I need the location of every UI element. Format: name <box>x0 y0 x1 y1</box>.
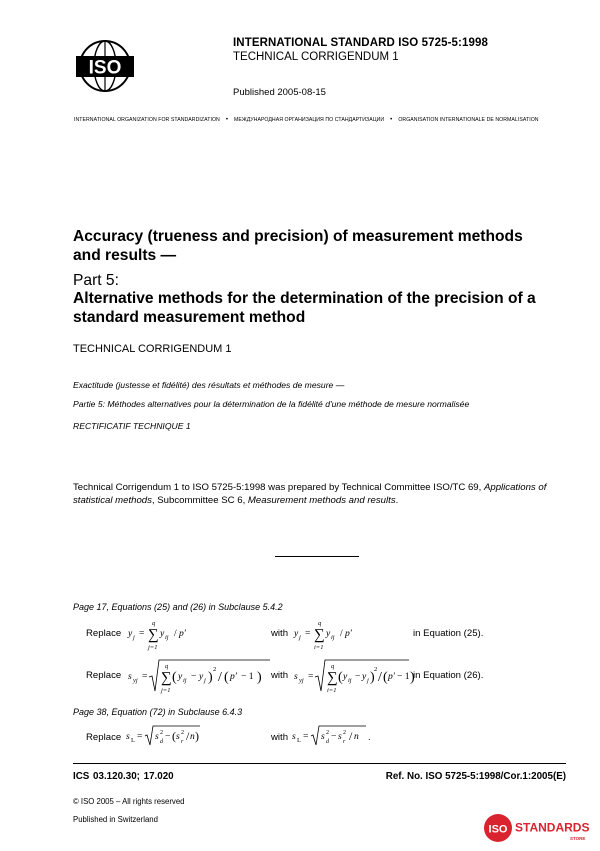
replace-label: Replace <box>86 628 122 639</box>
svg-text:/: / <box>174 628 177 639</box>
svg-text:): ) <box>195 729 199 743</box>
equation-72-suffix: . <box>368 732 371 743</box>
iso-logo <box>74 38 136 94</box>
svg-text:d: d <box>160 739 163 745</box>
svg-text:L: L <box>297 737 301 744</box>
corrigendum-label: TECHNICAL CORRIGENDUM 1 <box>233 51 399 63</box>
equation-26-suffix: in Equation (26). <box>413 670 484 681</box>
svg-text:j: j <box>299 634 301 641</box>
svg-text:y: y <box>343 671 348 682</box>
french-part: Partie 5: Méthodes alternatives pour la détermination de la fidélité d'une méthode de mesure normalisée <box>73 399 470 409</box>
svg-text:/: / <box>218 670 222 685</box>
svg-text:): ) <box>370 670 375 685</box>
svg-text:n: n <box>190 731 195 742</box>
svg-text:2: 2 <box>374 666 378 673</box>
svg-text:/: / <box>378 670 382 685</box>
iso-standards-store-watermark <box>482 812 594 846</box>
svg-text:q: q <box>331 663 335 670</box>
svg-text:i=1: i=1 <box>314 644 324 651</box>
svg-text:2: 2 <box>160 730 163 736</box>
svg-text:ISO: ISO <box>88 57 122 79</box>
section2-heading: Page 38, Equation (72) in Subclause 6.4.3 <box>73 707 243 717</box>
org-english: INTERNATIONAL ORGANIZATION FOR STANDARDIZATION <box>74 117 220 123</box>
equation-26-old <box>124 656 274 696</box>
svg-text:∑: ∑ <box>161 670 172 686</box>
standard-title: INTERNATIONAL STANDARD ISO 5725-5:1998 <box>233 37 488 49</box>
svg-text:s: s <box>294 671 298 682</box>
svg-text:s: s <box>292 731 296 742</box>
svg-text:p′: p′ <box>179 628 186 639</box>
french-corrigendum: RECTIFICATIF TECHNIQUE 1 <box>73 421 191 431</box>
svg-text:=: = <box>139 628 145 639</box>
svg-text:=: = <box>303 731 309 742</box>
svg-text:s: s <box>126 731 130 742</box>
svg-text:y: y <box>128 628 133 639</box>
part-title: Alternative methods for the determination of the precision of a standard measurement method <box>73 290 536 326</box>
equation-72-old <box>124 724 204 748</box>
svg-text:STORE: STORE <box>570 836 586 841</box>
svg-text:(: ( <box>338 670 343 685</box>
svg-text:s: s <box>176 731 180 742</box>
equation-26-new <box>290 656 415 696</box>
svg-text:s: s <box>321 731 325 742</box>
corrigendum-title: TECHNICAL CORRIGENDUM 1 <box>73 343 232 355</box>
svg-text:2: 2 <box>343 730 346 736</box>
svg-text:/: / <box>349 729 353 743</box>
svg-text:q: q <box>318 620 322 627</box>
section-divider <box>275 556 359 557</box>
copyright-notice: © ISO 2005 – All rights reserved <box>73 797 185 806</box>
svg-text:p′: p′ <box>230 671 237 682</box>
organization-line <box>74 117 539 123</box>
svg-text:j: j <box>204 677 206 684</box>
with-label: with <box>271 628 289 639</box>
svg-text:p′: p′ <box>345 628 352 639</box>
svg-text:−: − <box>331 731 337 742</box>
svg-text:−: − <box>355 671 361 682</box>
svg-text:): ) <box>257 670 262 685</box>
svg-text:=: = <box>142 671 148 682</box>
svg-text:s: s <box>128 671 132 682</box>
part-label: Part 5: <box>73 272 119 289</box>
svg-text:y: y <box>294 628 299 639</box>
svg-text:ij: ij <box>183 677 187 684</box>
equation-72-new <box>290 724 370 748</box>
svg-text:y: y <box>178 671 183 682</box>
svg-text:d: d <box>326 739 329 745</box>
svg-text:s: s <box>338 731 342 742</box>
published-in: Published in Switzerland <box>73 815 158 824</box>
french-title: Exactitude (justesse et fidélité) des résultats et méthodes de mesure — <box>73 380 345 390</box>
svg-text:n: n <box>354 731 359 742</box>
org-french: ORGANISATION INTERNATIONALE DE NORMALISATION <box>398 117 539 123</box>
svg-text:y: y <box>326 628 331 639</box>
svg-text:=: = <box>308 671 314 682</box>
svg-text:/: / <box>186 729 190 743</box>
svg-text:q: q <box>165 663 169 670</box>
svg-text:(: ( <box>172 729 176 743</box>
with-label: with <box>271 670 289 681</box>
reference-number: Ref. No. ISO 5725-5:1998/Cor.1:2005(E) <box>385 771 566 782</box>
svg-text:s: s <box>155 731 159 742</box>
svg-text:ij: ij <box>331 634 335 641</box>
svg-text:): ) <box>208 670 213 685</box>
svg-text:−: − <box>191 671 197 682</box>
svg-text:y: y <box>160 628 165 639</box>
equation-25-new <box>290 618 380 652</box>
svg-text:(: ( <box>172 670 177 685</box>
svg-text:− 1: − 1 <box>241 671 254 682</box>
svg-text:y: y <box>362 671 367 682</box>
svg-text:yj: yj <box>133 677 138 684</box>
document-title: Accuracy (trueness and precision) of measurement methods and results — <box>73 228 523 264</box>
svg-text:p′: p′ <box>388 671 395 682</box>
svg-text:r: r <box>343 739 346 745</box>
section1-heading: Page 17, Equations (25) and (26) in Subclause 5.4.2 <box>73 602 283 612</box>
svg-text:ij: ij <box>165 634 169 641</box>
footer-divider <box>73 763 566 764</box>
svg-text:ISO: ISO <box>488 823 508 836</box>
svg-text:−: − <box>165 731 171 742</box>
svg-text:2: 2 <box>326 730 329 736</box>
equation-25-old <box>124 618 214 652</box>
intro-paragraph: Technical Corrigendum 1 to ISO 5725-5:1998 was prepared by Technical Committee ISO/TC 69, Applications of statistical methods, Subcommittee SC 6, Measurement methods and results. <box>73 482 547 506</box>
published-date: Published 2005-08-15 <box>233 87 326 98</box>
svg-text:j: j <box>367 677 369 684</box>
svg-text:/: / <box>340 628 343 639</box>
svg-text:(: ( <box>383 670 388 685</box>
svg-text:ij: ij <box>348 677 352 684</box>
svg-text:y: y <box>199 671 204 682</box>
svg-text:j: j <box>133 634 135 641</box>
replace-label: Replace <box>86 732 122 743</box>
bullet-separator: • <box>225 117 228 123</box>
svg-text:j=1: j=1 <box>161 687 171 694</box>
org-russian: МЕЖДУНАРОДНАЯ ОРГАНИЗАЦИЯ ПО СТАНДАРТИЗАЦИИ <box>233 117 385 123</box>
svg-text:yj: yj <box>299 677 304 684</box>
svg-text:j=1: j=1 <box>148 644 158 651</box>
equation-25-suffix: in Equation (25). <box>413 628 484 639</box>
svg-text:): ) <box>410 670 415 685</box>
with-label: with <box>271 732 289 743</box>
svg-text:i=1: i=1 <box>327 687 337 694</box>
svg-text:2: 2 <box>213 666 217 673</box>
svg-text:(: ( <box>224 670 229 685</box>
bullet-separator: • <box>390 117 393 123</box>
svg-text:∑: ∑ <box>148 627 159 643</box>
svg-text:r: r <box>181 739 184 745</box>
svg-text:∑: ∑ <box>314 627 325 643</box>
svg-text:2: 2 <box>181 730 184 736</box>
svg-text:q: q <box>152 620 156 627</box>
replace-label: Replace <box>86 670 122 681</box>
svg-text:∑: ∑ <box>327 670 338 686</box>
ics-code: ICS 03.120.30; 17.020 <box>73 771 174 782</box>
svg-text:=: = <box>305 628 311 639</box>
svg-text:=: = <box>137 731 143 742</box>
svg-text:L: L <box>131 737 135 744</box>
svg-text:− 1: − 1 <box>397 671 410 682</box>
svg-text:STANDARDS: STANDARDS <box>515 820 590 835</box>
